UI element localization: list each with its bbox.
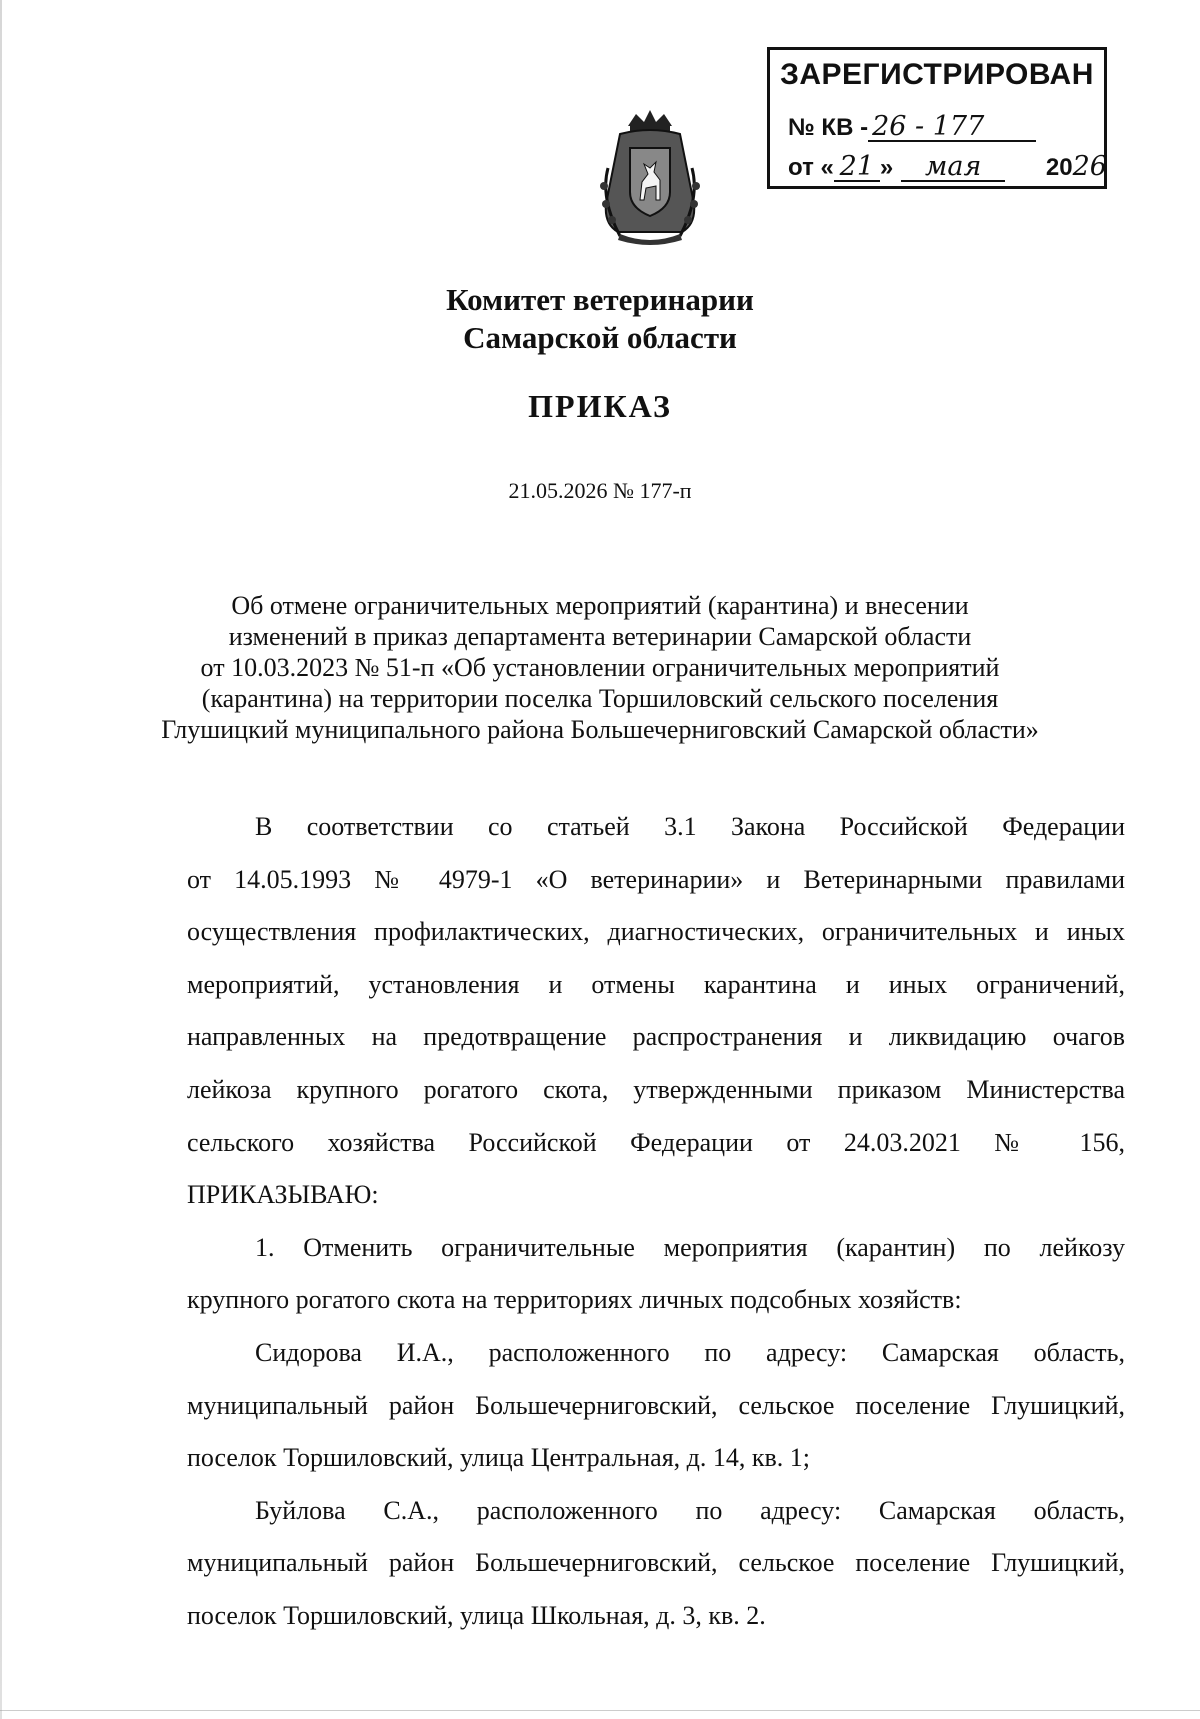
body-line: от 14.05.1993 № 4979-1 «О ветеринарии» и Ветеринарными правилами [187, 864, 1125, 894]
body-line: лейкоза крупного рогатого скота, утвержденными приказом Министерства [187, 1074, 1125, 1104]
body-line: поселок Торшиловский, улица Центральная, д. 14, кв. 1; [187, 1443, 811, 1473]
stamp-date-prefix: от « [788, 154, 834, 181]
organization-name-line1: Комитет ветеринарии [446, 282, 754, 317]
document-body [187, 810, 1125, 1652]
coat-of-arms-icon [590, 108, 710, 248]
stamp-title: ЗАРЕГИСТРИРОВАН [780, 58, 1094, 91]
stamp-date-year-printed: 20 [1045, 154, 1073, 181]
body-line: осуществления профилактических, диагностических, ограничительных и иных [187, 917, 1125, 947]
scan-edge-left [0, 0, 2, 1719]
body-line: муниципальный район Большечерниговский, сельское поселение Глушицкий, [187, 1390, 1125, 1420]
body-line: мероприятий, установления и отмены карантина и иных ограничений, [187, 969, 1125, 999]
stamp-date-month: мая [901, 154, 1005, 182]
subject-line: Глушицкий муниципального района Большечерниговский Самарской области» [161, 715, 1039, 744]
stamp-number-row [788, 111, 1036, 142]
body-line: направленных на предотвращение распространения и ликвидацию очагов [187, 1022, 1125, 1052]
subject-line: от 10.03.2023 № 51-п «Об установлении ограничительных мероприятий [200, 653, 1000, 682]
stamp-date-row [788, 151, 1107, 182]
organization-name-line2: Самарской области [463, 320, 737, 355]
subject-line: изменений в приказ департамента ветеринарии Самарской области [228, 622, 972, 651]
document-date-number: 21.05.2026 № 177-п [508, 478, 692, 503]
body-line: поселок Торшиловский, улица Школьная, д. 3, кв. 2. [187, 1600, 766, 1630]
registration-stamp [767, 47, 1107, 189]
stamp-number-handwritten: 26 - 177 [868, 114, 1036, 142]
stamp-date-day: 21 [834, 154, 880, 182]
subject-line: (карантина) на территории поселка Торшиловский сельского поселения [201, 684, 999, 713]
body-line: крупного рогатого скота на территориях личных подсобных хозяйств: [187, 1285, 962, 1315]
body-line: муниципальный район Большечерниговский, сельское поселение Глушицкий, [187, 1548, 1125, 1578]
document-subject [150, 590, 1050, 745]
body-line-order-word: ПРИКАЗЫВАЮ: [187, 1180, 379, 1210]
body-line: В соответствии со статьей 3.1 Закона Российской Федерации [255, 812, 1125, 841]
subject-line: Об отмене ограничительных мероприятий (карантина) и внесении [231, 591, 969, 620]
document-type-title: ПРИКАЗ [528, 388, 672, 424]
body-line: 1. Отменить ограничительные мероприятия (карантин) по лейкозу [255, 1232, 1125, 1262]
stamp-date-year-handwritten: 26 [1072, 151, 1107, 182]
stamp-date-mid: » [879, 154, 894, 181]
body-line: сельского хозяйства Российской Федерации от 24.03.2021 № 156, [187, 1127, 1125, 1157]
scan-edge-bottom [0, 1710, 1200, 1711]
body-line: Сидорова И.А., расположенного по адресу: Самарская область, [255, 1337, 1125, 1367]
body-line: Буйлова С.А., расположенного по адресу: Самарская область, [255, 1495, 1125, 1525]
stamp-number-prefix: № КВ - [788, 114, 869, 141]
